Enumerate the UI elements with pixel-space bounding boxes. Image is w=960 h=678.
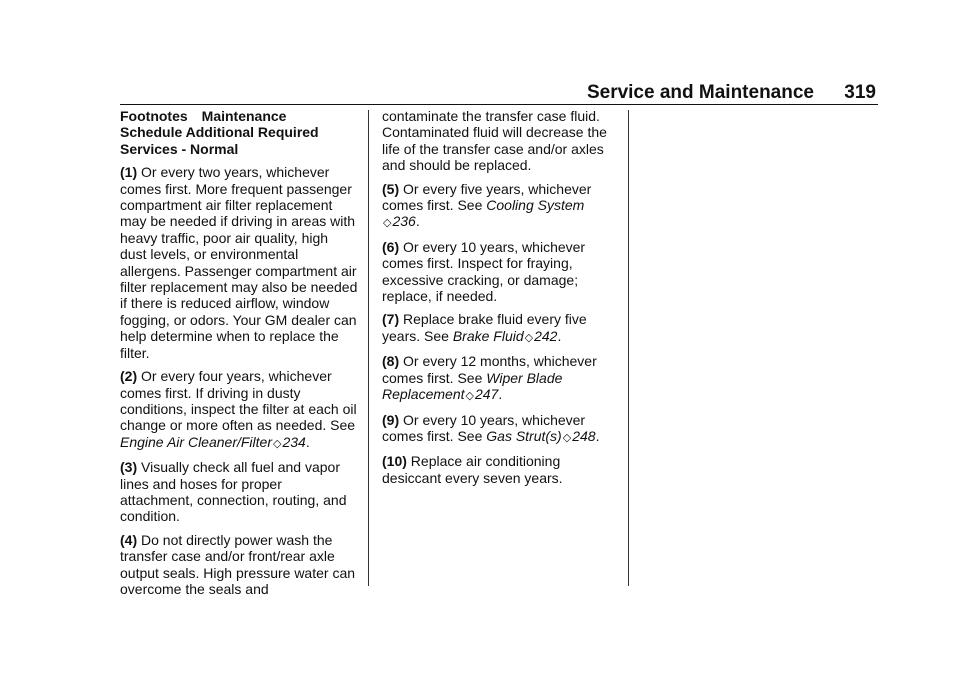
cross-reference-link[interactable]: Cooling System — [486, 197, 585, 214]
punctuation: . — [595, 427, 600, 444]
footnote-text: Or every four years, whichever comes first. If driving in dusty conditions, inspect the filter at each oil change or more often as needed. See — [120, 368, 357, 434]
page-ref-arrow-icon: ◇ — [273, 437, 282, 450]
footnote-text: Or every two years, whichever comes first. More frequent passenger compartment air filter replacement may be needed if driving in areas with heavy traffic, poor air quality, high dust levels, or environmental allergens. Passenger compartment air filter replacement may also be needed if there is reduced airflow, window fogging, or odors. Your GM dealer can help determine when to replace the filter. — [120, 164, 358, 361]
footnote-text: Visually check all fuel and vapor lines and hoses for proper attachment, connection, routing, and condition. — [120, 459, 347, 525]
page-ref-arrow-icon: ◇ — [465, 390, 474, 403]
footnote-text: Or every 12 months, whichever comes first. See — [382, 353, 597, 386]
footnote-2 — [120, 368, 358, 452]
footnote-text: contaminate the transfer case fluid. Contaminated fluid will decrease the life of the transfer case and/or axles and should be replaced. — [382, 108, 607, 174]
footnote-number: (8) — [382, 353, 400, 370]
footnote-1 — [120, 164, 358, 361]
footnote-10 — [382, 453, 622, 486]
footnote-text: Or every 10 years, whichever comes first. See — [382, 411, 586, 444]
footnote-text: Replace brake fluid every five years. See — [382, 311, 587, 344]
column-left — [120, 108, 358, 604]
footnote-9 — [382, 412, 622, 447]
page-reference[interactable]: 247 — [474, 386, 499, 403]
page-ref-arrow-icon: ◇ — [383, 217, 392, 230]
footnote-number: (1) — [120, 164, 138, 181]
punctuation: . — [305, 433, 310, 450]
page-reference[interactable]: 242 — [534, 327, 558, 344]
punctuation: . — [557, 327, 562, 344]
page-reference[interactable]: 234 — [282, 433, 306, 450]
section-title: Service and Maintenance — [586, 82, 814, 103]
heading-text: Services - Normal — [120, 140, 239, 157]
footnote-number: (3) — [120, 459, 138, 476]
page-header — [120, 82, 878, 106]
footnote-4 — [120, 532, 358, 598]
cross-reference-link[interactable]: Gas Strut(s) — [486, 427, 562, 444]
footnote-5 — [382, 181, 622, 232]
header-rule — [120, 104, 878, 105]
footnote-4-continued — [382, 108, 622, 174]
footnote-6 — [382, 239, 622, 305]
footnote-text: Replace air conditioning desiccant every seven years. — [382, 453, 563, 486]
footnote-number: (5) — [382, 180, 400, 197]
footnote-number: (9) — [382, 411, 400, 428]
column-middle — [382, 108, 622, 493]
footnote-3 — [120, 459, 358, 525]
page-reference[interactable]: 248 — [572, 427, 596, 444]
page-ref-arrow-icon: ◇ — [562, 431, 572, 444]
heading-text: Schedule Additional Required — [120, 124, 319, 141]
footnote-number: (10) — [382, 453, 407, 470]
page-number: 319 — [844, 82, 876, 103]
footnote-8 — [382, 353, 622, 404]
footnotes-heading — [120, 108, 358, 157]
footnote-number: (6) — [382, 238, 400, 255]
cross-reference-link[interactable]: Brake Fluid — [452, 327, 524, 344]
page-ref-arrow-icon: ◇ — [524, 331, 534, 344]
footnote-7 — [382, 311, 622, 346]
heading-text: Maintenance — [201, 108, 287, 124]
punctuation: . — [415, 213, 420, 230]
cross-reference-link[interactable]: Engine Air Cleaner/Filter — [120, 433, 272, 450]
footnote-number: (4) — [120, 531, 138, 548]
footnote-text: Do not directly power wash the transfer case and/or front/rear axle output seals. High pressure water can overcome the seals and — [120, 531, 356, 597]
column-divider — [628, 110, 629, 586]
footnote-number: (7) — [382, 311, 400, 328]
footnote-number: (2) — [120, 368, 138, 385]
cross-reference-link[interactable]: Wiper Blade Replacement — [382, 369, 563, 403]
punctuation: . — [498, 386, 503, 403]
page-reference[interactable]: 236 — [392, 213, 416, 230]
heading-text: Footnotes — [120, 108, 188, 124]
column-divider — [368, 110, 369, 586]
footnote-text: Or every five years, whichever comes first. See — [382, 180, 592, 214]
footnote-text: Or every 10 years, whichever comes first. Inspect for fraying, excessive cracking, or damage; replace, if needed. — [382, 238, 586, 305]
